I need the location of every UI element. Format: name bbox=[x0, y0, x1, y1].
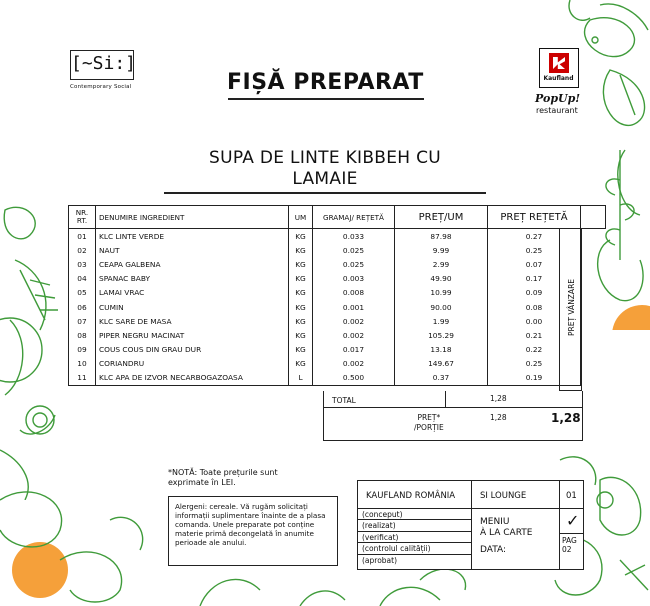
row-pret-reteta: 0.19 bbox=[488, 371, 581, 386]
header-blank bbox=[581, 206, 606, 229]
header-name: DENUMIRE INGREDIENT bbox=[96, 206, 289, 229]
row-pret-reteta: 0.27 bbox=[488, 229, 581, 244]
row-ingredient: LAMAI VRAC bbox=[96, 286, 289, 300]
totals-box bbox=[323, 391, 583, 441]
row-gramaj: 0.002 bbox=[313, 328, 395, 342]
row-nr: 07 bbox=[69, 314, 96, 328]
row-nr: 08 bbox=[69, 328, 96, 342]
row-um: KG bbox=[289, 300, 313, 314]
row-nr: 11 bbox=[69, 371, 96, 386]
header-um: UM bbox=[289, 206, 313, 229]
row-gramaj: 0.008 bbox=[313, 286, 395, 300]
kaufland-mark-icon bbox=[549, 53, 569, 73]
row-um: KG bbox=[289, 286, 313, 300]
row-gramaj: 0.002 bbox=[313, 357, 395, 371]
header-gramaj: GRAMAJ/ REȚETĂ bbox=[313, 206, 395, 229]
venue-code: 01 bbox=[566, 491, 577, 501]
row-ingredient: KLC APA DE IZVOR NECARBOGAZOASA bbox=[96, 371, 289, 386]
row-ingredient: CEAPA GALBENA bbox=[96, 257, 289, 271]
total-row bbox=[324, 391, 582, 408]
dish-name-line-2: LAMAIE bbox=[292, 169, 358, 189]
approval-divider-1 bbox=[471, 481, 472, 569]
row-ingredient: KLC SARE DE MASA bbox=[96, 314, 289, 328]
table-row bbox=[69, 300, 606, 314]
role-item: (controlul calității) bbox=[358, 543, 471, 554]
row-pret-um: 49.90 bbox=[395, 272, 488, 286]
row-pret-reteta: 0.00 bbox=[488, 314, 581, 328]
row-um: KG bbox=[289, 257, 313, 271]
row-pret-um: 149.67 bbox=[395, 357, 488, 371]
row-ingredient: KLC LINTE VERDE bbox=[96, 229, 289, 244]
table-row bbox=[69, 229, 606, 244]
row-pret-reteta: 0.07 bbox=[488, 257, 581, 271]
row-gramaj: 0.001 bbox=[313, 300, 395, 314]
prices-note: *NOTĂ: Toate prețurile sunt exprimate în LEI. bbox=[168, 468, 278, 487]
row-nr: 09 bbox=[69, 343, 96, 357]
row-pret-um: 2.99 bbox=[395, 257, 488, 271]
approval-divider-2 bbox=[559, 481, 560, 569]
ingredients-table bbox=[68, 205, 606, 386]
table-row bbox=[69, 243, 606, 257]
row-gramaj: 0.025 bbox=[313, 257, 395, 271]
row-um: KG bbox=[289, 357, 313, 371]
role-item: (verificat) bbox=[358, 532, 471, 543]
row-nr: 03 bbox=[69, 257, 96, 271]
row-um: KG bbox=[289, 272, 313, 286]
checkmark-icon: ✓ bbox=[566, 511, 580, 530]
header-nr: NR. RT. bbox=[69, 206, 96, 229]
row-nr: 04 bbox=[69, 272, 96, 286]
total-label: TOTAL bbox=[332, 396, 356, 405]
table-row bbox=[69, 343, 606, 357]
table-row bbox=[69, 328, 606, 342]
row-gramaj: 0.003 bbox=[313, 272, 395, 286]
popup-logo-subtitle: restaurant bbox=[536, 106, 578, 115]
page-title: FIȘĂ PREPARAT bbox=[227, 70, 424, 95]
header-pret-reteta: PREȚ REȚETĂ bbox=[488, 206, 581, 229]
row-pret-um: 90.00 bbox=[395, 300, 488, 314]
row-pret-um: 0.37 bbox=[395, 371, 488, 386]
sale-price-value: 1,28 bbox=[551, 411, 581, 425]
row-nr: 02 bbox=[69, 243, 96, 257]
row-nr: 01 bbox=[69, 229, 96, 244]
row-pret-reteta: 0.09 bbox=[488, 286, 581, 300]
table-header-row bbox=[69, 206, 606, 229]
portie-label bbox=[414, 413, 444, 433]
row-um: KG bbox=[289, 343, 313, 357]
si-logo-subtitle: Contemporary Social bbox=[70, 84, 132, 90]
portie-value: 1,28 bbox=[490, 413, 507, 422]
portie-label-line-1: PREȚ* bbox=[417, 413, 441, 422]
table-row bbox=[69, 371, 606, 386]
row-pret-um: 1.99 bbox=[395, 314, 488, 328]
dish-name bbox=[165, 148, 485, 190]
page-divider bbox=[559, 533, 584, 534]
si-logo bbox=[70, 50, 140, 100]
row-gramaj: 0.002 bbox=[313, 314, 395, 328]
row-pret-reteta: 0.17 bbox=[488, 272, 581, 286]
table-row bbox=[69, 286, 606, 300]
row-um: KG bbox=[289, 243, 313, 257]
row-pret-reteta: 0.25 bbox=[488, 243, 581, 257]
row-ingredient: CUMIN bbox=[96, 300, 289, 314]
dish-underline bbox=[164, 192, 486, 194]
row-ingredient: PIPER NEGRU MACINAT bbox=[96, 328, 289, 342]
row-um: L bbox=[289, 371, 313, 386]
row-ingredient: NAUT bbox=[96, 243, 289, 257]
portie-label-line-2: /PORȚIE bbox=[414, 423, 444, 432]
row-pret-um: 9.99 bbox=[395, 243, 488, 257]
menu-type-line-1: MENIU bbox=[480, 517, 510, 527]
total-divider bbox=[445, 391, 446, 408]
si-logo-mark: [~Si:] bbox=[70, 50, 134, 80]
row-pret-um: 10.99 bbox=[395, 286, 488, 300]
table-row bbox=[69, 257, 606, 271]
row-pret-um: 87.98 bbox=[395, 229, 488, 244]
row-gramaj: 0.033 bbox=[313, 229, 395, 244]
row-pret-reteta: 0.22 bbox=[488, 343, 581, 357]
row-nr: 05 bbox=[69, 286, 96, 300]
row-nr: 10 bbox=[69, 357, 96, 371]
row-gramaj: 0.025 bbox=[313, 243, 395, 257]
kaufland-logo-text: Kaufland bbox=[543, 75, 574, 82]
row-nr: 06 bbox=[69, 300, 96, 314]
row-gramaj: 0.017 bbox=[313, 343, 395, 357]
table-row bbox=[69, 314, 606, 328]
row-pret-reteta: 0.25 bbox=[488, 357, 581, 371]
menu-type bbox=[480, 517, 532, 539]
row-pret-reteta: 0.21 bbox=[488, 328, 581, 342]
approval-box bbox=[357, 480, 584, 570]
date-label: DATA: bbox=[480, 545, 507, 555]
header-pret-um: PREȚ/UM bbox=[395, 206, 488, 229]
pret-vanzare-cell bbox=[559, 228, 582, 391]
role-item: (conceput) bbox=[358, 509, 471, 520]
row-ingredient: SPANAC BABY bbox=[96, 272, 289, 286]
pret-vanzare-label: PREȚ VÂNZARE bbox=[567, 278, 576, 337]
row-gramaj: 0.500 bbox=[313, 371, 395, 386]
venue-name: SI LOUNGE bbox=[480, 491, 527, 501]
kaufland-logo bbox=[539, 48, 579, 88]
row-um: KG bbox=[289, 229, 313, 244]
role-item: (realizat) bbox=[358, 520, 471, 531]
menu-type-line-2: À LA CARTE bbox=[480, 528, 533, 538]
popup-logo: PopUp! bbox=[535, 92, 581, 105]
page-value: 02 bbox=[562, 545, 572, 554]
role-item: (aprobat) bbox=[362, 555, 398, 565]
row-um: KG bbox=[289, 314, 313, 328]
total-value: 1,28 bbox=[490, 394, 507, 403]
allergens-note: Alergeni: cereale. Vă rugăm solicitați informații suplimentare înainte de a plasa comanda. Unele preparate pot conține materie primă decongelată în anumite perioade ale anului. bbox=[168, 496, 338, 566]
row-pret-um: 105.29 bbox=[395, 328, 488, 342]
row-ingredient: CORIANDRU bbox=[96, 357, 289, 371]
approval-roles bbox=[358, 509, 471, 566]
table-row bbox=[69, 272, 606, 286]
page-number bbox=[562, 536, 577, 554]
company-name: KAUFLAND ROMÂNIA bbox=[366, 491, 456, 501]
row-pret-reteta: 0.08 bbox=[488, 300, 581, 314]
table-row bbox=[69, 357, 606, 371]
title-underline bbox=[228, 98, 424, 100]
dish-name-line-1: SUPA DE LINTE KIBBEH CU bbox=[208, 148, 442, 168]
page-label: PAG bbox=[562, 536, 577, 545]
row-ingredient: COUS COUS DIN GRAU DUR bbox=[96, 343, 289, 357]
row-um: KG bbox=[289, 328, 313, 342]
row-pret-um: 13.18 bbox=[395, 343, 488, 357]
